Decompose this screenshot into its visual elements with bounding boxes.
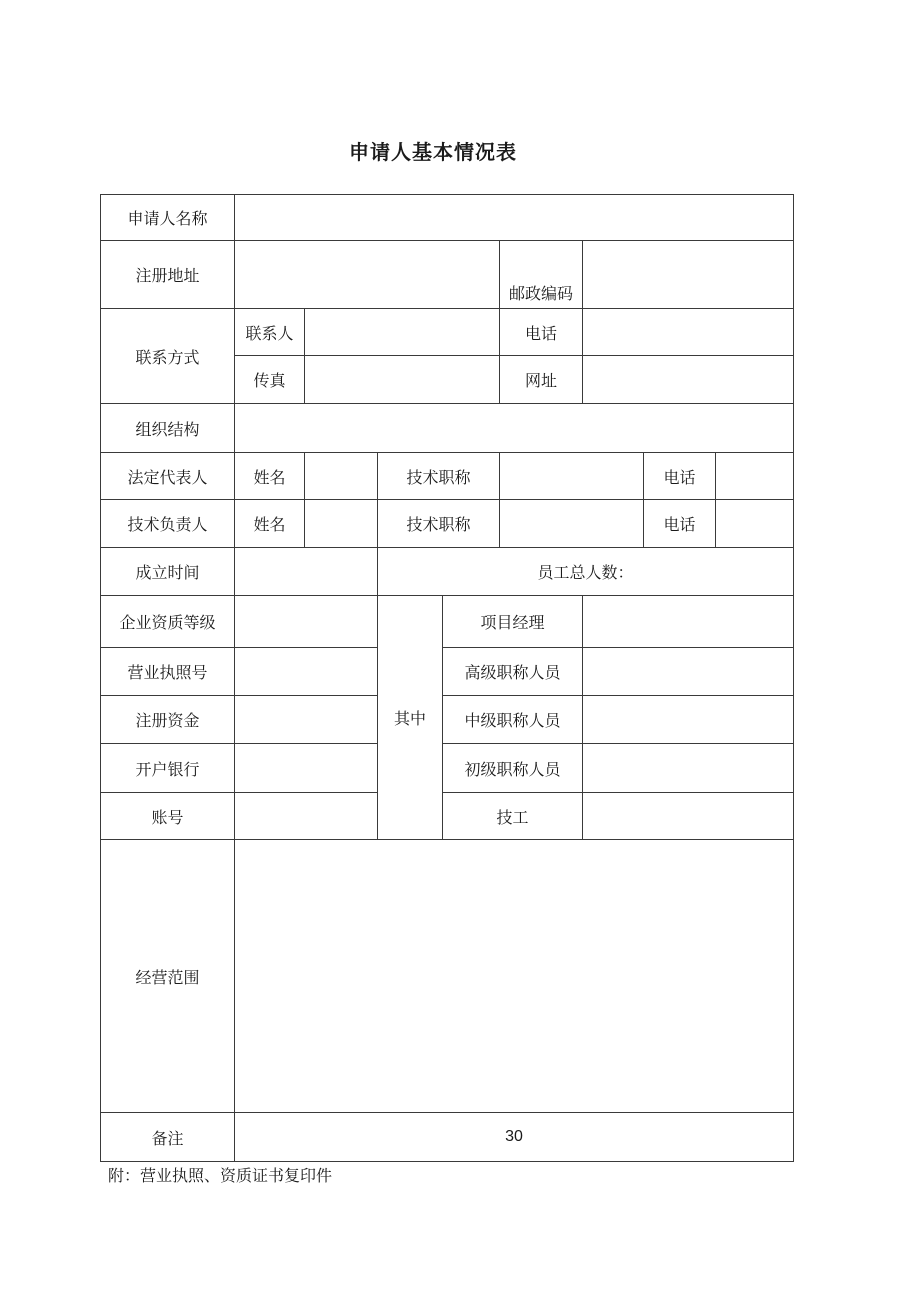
- founded-time-field[interactable]: [235, 548, 378, 596]
- junior-staff-label: 初级职称人员: [443, 744, 583, 793]
- junior-staff-field[interactable]: [583, 744, 794, 793]
- founded-time-label: 成立时间: [101, 548, 235, 596]
- registered-address-field[interactable]: [235, 241, 500, 309]
- account-label: 账号: [101, 793, 235, 840]
- project-manager-label: 项目经理: [443, 596, 583, 648]
- applicant-name-label: 申请人名称: [101, 195, 235, 241]
- qualification-level-field[interactable]: [235, 596, 378, 648]
- contact-phone-field[interactable]: [583, 309, 794, 356]
- tech-lead-label: 技术负责人: [101, 500, 235, 548]
- legal-rep-name-label: 姓名: [235, 453, 305, 500]
- contact-person-field[interactable]: [305, 309, 500, 356]
- qualification-level-label: 企业资质等级: [101, 596, 235, 648]
- technician-field[interactable]: [583, 793, 794, 840]
- mid-staff-label: 中级职称人员: [443, 696, 583, 744]
- tech-lead-name-label: 姓名: [235, 500, 305, 548]
- website-field[interactable]: [583, 356, 794, 404]
- legal-rep-phone-label: 电话: [644, 453, 716, 500]
- tech-lead-phone-field[interactable]: [716, 500, 794, 548]
- business-license-label: 营业执照号: [101, 648, 235, 696]
- business-scope-label: 经营范围: [101, 840, 235, 1113]
- fax-field[interactable]: [305, 356, 500, 404]
- contact-method-label: 联系方式: [101, 309, 235, 404]
- business-license-field[interactable]: [235, 648, 378, 696]
- total-staff-label: 员工总人数：: [378, 548, 794, 596]
- tech-lead-title-label: 技术职称: [378, 500, 500, 548]
- legal-rep-title-label: 技术职称: [378, 453, 500, 500]
- tech-lead-title-field[interactable]: [500, 500, 644, 548]
- attachment-note: 附：营业执照、资质证书复印件: [108, 1166, 333, 1185]
- legal-rep-phone-field[interactable]: [716, 453, 794, 500]
- business-scope-field[interactable]: [235, 840, 794, 1113]
- senior-staff-label: 高级职称人员: [443, 648, 583, 696]
- bank-field[interactable]: [235, 744, 378, 793]
- registered-capital-field[interactable]: [235, 696, 378, 744]
- postal-code-field[interactable]: [583, 241, 794, 309]
- tech-lead-phone-label: 电话: [644, 500, 716, 548]
- among-label: 其中: [378, 596, 443, 840]
- project-manager-field[interactable]: [583, 596, 794, 648]
- tech-lead-name-field[interactable]: [305, 500, 378, 548]
- applicant-name-field[interactable]: [235, 195, 794, 241]
- postal-code-label: 邮政编码: [500, 241, 583, 309]
- registered-capital-label: 注册资金: [101, 696, 235, 744]
- website-label: 网址: [500, 356, 583, 404]
- account-field[interactable]: [235, 793, 378, 840]
- registered-address-label: 注册地址: [101, 241, 235, 309]
- bank-label: 开户银行: [101, 744, 235, 793]
- mid-staff-field[interactable]: [583, 696, 794, 744]
- org-structure-label: 组织结构: [101, 404, 235, 453]
- org-structure-field[interactable]: [235, 404, 794, 453]
- page-title: 申请人基本情况表: [349, 140, 517, 164]
- remarks-field[interactable]: 30: [235, 1113, 794, 1162]
- senior-staff-field[interactable]: [583, 648, 794, 696]
- contact-person-label: 联系人: [235, 309, 305, 356]
- fax-label: 传真: [235, 356, 305, 404]
- legal-rep-label: 法定代表人: [101, 453, 235, 500]
- legal-rep-name-field[interactable]: [305, 453, 378, 500]
- technician-label: 技工: [443, 793, 583, 840]
- legal-rep-title-field[interactable]: [500, 453, 644, 500]
- contact-phone-label: 电话: [500, 309, 583, 356]
- applicant-info-table: [100, 194, 794, 1162]
- remarks-label: 备注: [101, 1113, 235, 1162]
